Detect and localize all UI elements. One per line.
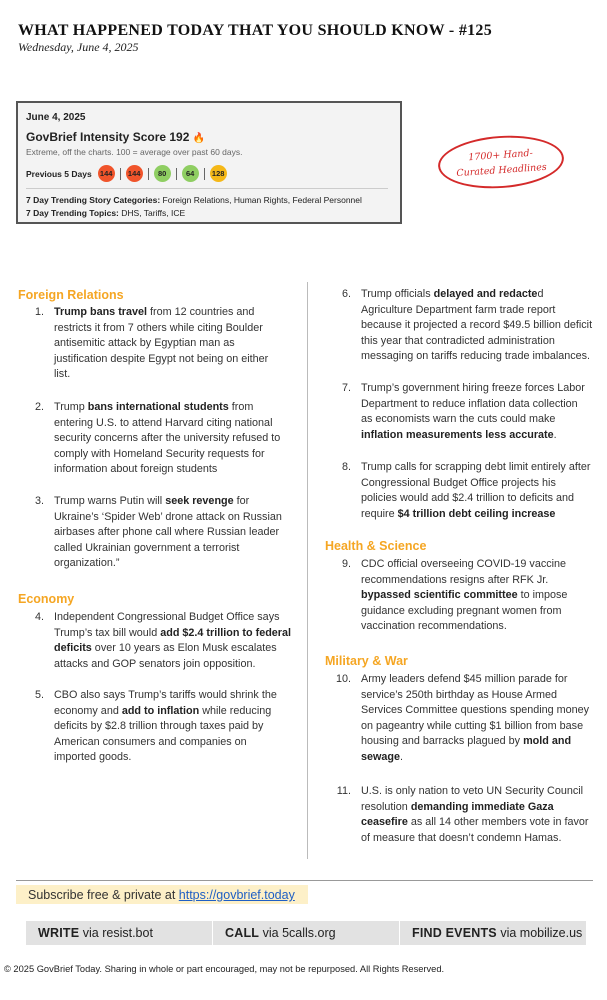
- story-line: [54, 610, 308, 626]
- story-number: 4.: [34, 611, 44, 623]
- story-text: [361, 784, 607, 846]
- story-line: [361, 719, 607, 735]
- story-number: 9.: [341, 558, 351, 570]
- story-text-run: organization.”: [54, 557, 120, 569]
- story-text-run: Department to reduce inflation data collection: [361, 397, 578, 410]
- story-line: [54, 719, 308, 735]
- story-text-run: guidance excluding pregnant women from: [361, 604, 562, 617]
- story-text-run: because it projected a record $49.5 billion deficit: [361, 319, 593, 331]
- story-text-run: recommendations resigns after RFK Jr.: [361, 573, 549, 586]
- story-text-run: .: [400, 750, 404, 763]
- story-text-run: for: [233, 495, 250, 507]
- story-text: [361, 557, 607, 635]
- divider: [120, 168, 121, 180]
- story-line: [54, 321, 308, 337]
- story-line: [54, 626, 308, 642]
- story-text: [361, 672, 607, 765]
- story-line: [361, 750, 607, 766]
- story-line: [361, 476, 607, 492]
- story-highlight: add to inflation: [121, 704, 200, 717]
- story-text-run: Congressional Budget Office projects his: [361, 476, 556, 489]
- story-line: [361, 784, 607, 800]
- copyright-footer: © 2025 GovBrief Today. Sharing in whole or part encouraged, may not be repurposed. All Rights Reserved.: [4, 964, 445, 974]
- story-line: [54, 367, 308, 383]
- story-highlight: inflation measurements less accurate: [361, 428, 554, 441]
- story-line: [54, 556, 308, 572]
- story-text-run: this year that contradicted administration: [361, 334, 555, 347]
- story-text-run: Trump officials: [361, 288, 434, 300]
- story-number: 7.: [341, 382, 351, 394]
- story-line: [54, 336, 308, 352]
- story-text-run: Ukraine’s ‘Spider Web’ drone attack on Russian: [54, 510, 282, 523]
- hand-curated-stamp: [436, 132, 565, 193]
- story-text-run: Agriculture Department farm trade report: [361, 303, 556, 316]
- call-action[interactable]: [213, 921, 399, 945]
- story-highlight: delayed and redacte: [433, 288, 538, 300]
- story-number: 11.: [336, 785, 351, 797]
- story-line: [54, 305, 308, 321]
- story-highlight: Trump bans travel: [54, 306, 148, 318]
- story-line: [54, 447, 308, 463]
- story-line: [361, 491, 607, 507]
- story-line: [54, 657, 308, 673]
- story-line: [361, 573, 607, 589]
- story-text: [361, 287, 607, 365]
- story-text-run: U.S. is only nation to veto UN Security Council: [361, 785, 584, 797]
- story-text: [361, 460, 607, 522]
- intensity-subtitle: Extreme, off the charts. 100 = average over past 60 days.: [26, 147, 243, 157]
- story-line: [361, 557, 607, 573]
- story-line: [361, 303, 607, 319]
- story-text-run: resolution: [361, 800, 411, 813]
- story-line: [361, 381, 607, 397]
- issue-date: Wednesday, June 4, 2025: [18, 40, 139, 54]
- story-text-run: from 12 countries and: [147, 306, 255, 318]
- story-line: [361, 734, 607, 750]
- card-date: June 4, 2025: [26, 112, 86, 123]
- story-text-run: attacks and GOP senators join opposition.: [54, 657, 256, 670]
- story-line: [54, 735, 308, 751]
- trending-categories-label: 7 Day Trending Story Categories:: [26, 195, 161, 205]
- score-pill: 128: [210, 165, 227, 182]
- fire-icon: 🔥: [192, 133, 206, 144]
- trending-categories: [26, 195, 362, 205]
- story-text-run: list.: [54, 368, 71, 380]
- story-highlight: sewage: [361, 750, 401, 763]
- story-highlight: ceasefire: [361, 816, 408, 828]
- subscribe-text: Subscribe free & private at: [28, 888, 179, 902]
- story-highlight: bans international students: [87, 401, 229, 413]
- story-text-run: while reducing: [199, 704, 272, 717]
- story-line: [361, 619, 607, 635]
- story-text-run: over 10 years as Elon Musk escalates: [91, 642, 277, 654]
- write-action[interactable]: [26, 921, 212, 945]
- story-line: [361, 460, 607, 476]
- story-line: [361, 800, 607, 816]
- story-line: [54, 494, 308, 510]
- story-text-run: policies would add $2.4 trillion to deficits and: [361, 492, 575, 504]
- footer-divider: [16, 880, 593, 881]
- story-text-run: service’s 250th birthday as House Armed: [361, 688, 558, 701]
- story-line: [361, 334, 607, 350]
- story-text-run: messaging on tariffs reducing trade imbalances.: [361, 350, 591, 362]
- story-text: [54, 305, 308, 383]
- story-line: [361, 604, 607, 620]
- story-line: [361, 672, 607, 688]
- story-line: [361, 349, 607, 365]
- story-line: [361, 412, 607, 428]
- subscribe-line: [28, 888, 295, 902]
- story-line: [361, 318, 607, 334]
- story-text-run: American consumers and companies on: [54, 735, 247, 748]
- story-line: [361, 815, 607, 831]
- story-text-run: justification despite Egypt not being on either: [54, 352, 269, 365]
- story-text-run: called Ukrainian government a terrorist: [54, 541, 240, 554]
- find-events-action-via: via mobilize.us: [496, 926, 583, 940]
- story-text-run: antisemitic attack by Egyptian man as: [54, 337, 235, 349]
- story-text-run: as economists warn the cuts could make: [361, 413, 556, 425]
- story-text-run: entering U.S. to attend Harvard citing national: [54, 416, 273, 429]
- story-highlight: add $2.4 trillion to federal: [160, 626, 292, 639]
- story-text-run: comply with Homeland Security requests for: [54, 447, 265, 460]
- story-line: [361, 397, 607, 413]
- subscribe-link[interactable]: https://govbrief.today: [178, 888, 295, 902]
- story-line: [361, 688, 607, 704]
- score-pill: 144: [126, 165, 143, 182]
- story-line: [54, 641, 308, 657]
- story-text-run: to impose: [517, 589, 568, 601]
- story-text-run: Army leaders defend $45 million parade for: [361, 673, 568, 685]
- story-text: [54, 688, 308, 766]
- story-highlight: mold and: [523, 735, 572, 747]
- intensity-score-card: [16, 101, 402, 224]
- story-line: [54, 352, 308, 368]
- card-divider: [26, 188, 388, 189]
- story-number: 10.: [335, 673, 351, 685]
- intensity-score: [26, 130, 205, 144]
- call-action-label: CALL: [225, 926, 260, 940]
- story-text: [54, 400, 308, 478]
- story-line: [361, 507, 607, 523]
- trending-categories-value: Foreign Relations, Human Rights, Federal Personnel: [160, 195, 362, 205]
- story-number: 1.: [34, 306, 44, 318]
- story-line: [361, 588, 607, 604]
- story-line: [54, 525, 308, 541]
- story-text-run: airbases after phone call where Russian leader: [54, 526, 280, 538]
- story-text-run: economy and: [54, 704, 122, 717]
- intensity-score-label: GovBrief Intensity Score 192: [26, 130, 190, 144]
- story-highlight: seek revenge: [165, 495, 234, 507]
- story-text-run: Services Committee questions spending money: [361, 704, 590, 716]
- story-text-run: Trump calls for scrapping debt limit entirely after: [361, 461, 591, 473]
- story-text-run: CDC official overseeing COVID-19 vaccine: [361, 558, 567, 570]
- story-text-run: security concerns after the university refused to: [54, 432, 281, 444]
- story-text-run: .: [553, 428, 557, 441]
- story-number: 6.: [341, 288, 351, 300]
- story-text-run: information about foreign students: [54, 463, 218, 475]
- story-line: [54, 431, 308, 447]
- divider: [148, 168, 149, 180]
- stamp-line-2: Curated Headlines: [456, 161, 548, 180]
- story-text-run: CBO also says Trump’s tariffs would shrink the: [54, 689, 277, 701]
- score-pill: 64: [182, 165, 199, 182]
- story-line: [54, 541, 308, 557]
- story-line: [361, 831, 607, 847]
- story-line: [54, 416, 308, 432]
- write-action-label: WRITE: [38, 926, 80, 940]
- story-line: [54, 704, 308, 720]
- story-text-run: housing and barracks plagued by: [361, 735, 524, 747]
- story-text: [54, 610, 308, 672]
- story-line: [54, 750, 308, 766]
- story-highlight: bypassed scientific committee: [361, 589, 518, 601]
- story-line: [361, 703, 607, 719]
- story-line: [361, 287, 607, 303]
- section-health-science: Health & Science: [325, 539, 427, 553]
- story-line: [54, 462, 308, 478]
- story-number: 5.: [34, 689, 44, 701]
- write-action-via: via resist.bot: [79, 926, 153, 940]
- divider: [204, 168, 205, 180]
- call-action-via: via 5calls.org: [259, 926, 336, 940]
- story-line: [361, 428, 607, 444]
- story-text-run: require: [361, 507, 398, 520]
- story-highlight: deficits: [54, 642, 92, 654]
- story-text-run: Trump’s government hiring freeze forces Labor: [361, 382, 585, 394]
- story-text-run: vaccination recommendations.: [361, 620, 507, 632]
- story-line: [54, 688, 308, 704]
- score-pill: 144: [98, 165, 115, 182]
- trending-topics-value: DHS, Tariffs, ICE: [118, 208, 186, 218]
- stamp-line-1: 1700+ Hand-: [467, 147, 534, 164]
- trending-topics: [26, 208, 185, 218]
- trending-topics-label: 7 Day Trending Topics:: [26, 208, 119, 218]
- story-text-run: from: [228, 401, 254, 413]
- story-text-run: deficits by $2.8 trillion through taxes paid by: [54, 720, 264, 732]
- find-events-action[interactable]: [400, 921, 586, 945]
- previous-scores-row: [26, 165, 229, 182]
- story-number: 8.: [341, 461, 351, 473]
- story-text-run: Trump’s tax bill would: [54, 626, 161, 639]
- story-highlight: demanding immediate Gaza: [410, 800, 554, 813]
- find-events-action-label: FIND EVENTS: [412, 926, 497, 940]
- story-text-run: on pageantry while cutting $1 billion from base: [361, 719, 584, 732]
- previous-scores-label: Previous 5 Days: [26, 168, 92, 179]
- divider: [176, 168, 177, 180]
- story-highlight: $4 trillion debt ceiling increase: [397, 507, 556, 520]
- story-text-run: d: [537, 288, 544, 300]
- story-text-run: of measure that doesn’t condemn Hamas.: [361, 831, 562, 844]
- story-line: [54, 510, 308, 526]
- story-line: [54, 400, 308, 416]
- action-bar: [26, 921, 586, 945]
- story-number: 2.: [34, 401, 44, 413]
- section-economy: Economy: [18, 592, 75, 606]
- section-foreign-relations: Foreign Relations: [18, 288, 124, 302]
- section-military-war: Military & War: [325, 654, 408, 668]
- story-text-run: Trump warns Putin will: [54, 495, 166, 507]
- story-text-run: restricts it from 7 others while citing Boulder: [54, 321, 263, 334]
- story-text-run: imported goods.: [54, 751, 132, 763]
- story-text: [54, 494, 308, 572]
- story-text-run: Trump: [54, 401, 88, 413]
- story-text-run: as all 14 other members vote in favor: [407, 816, 589, 828]
- story-text: [361, 381, 607, 443]
- story-text-run: Independent Congressional Budget Office says: [54, 611, 280, 623]
- story-number: 3.: [34, 495, 44, 507]
- score-pill: 80: [154, 165, 171, 182]
- newsletter-title: WHAT HAPPENED TODAY THAT YOU SHOULD KNOW - #125: [18, 22, 493, 39]
